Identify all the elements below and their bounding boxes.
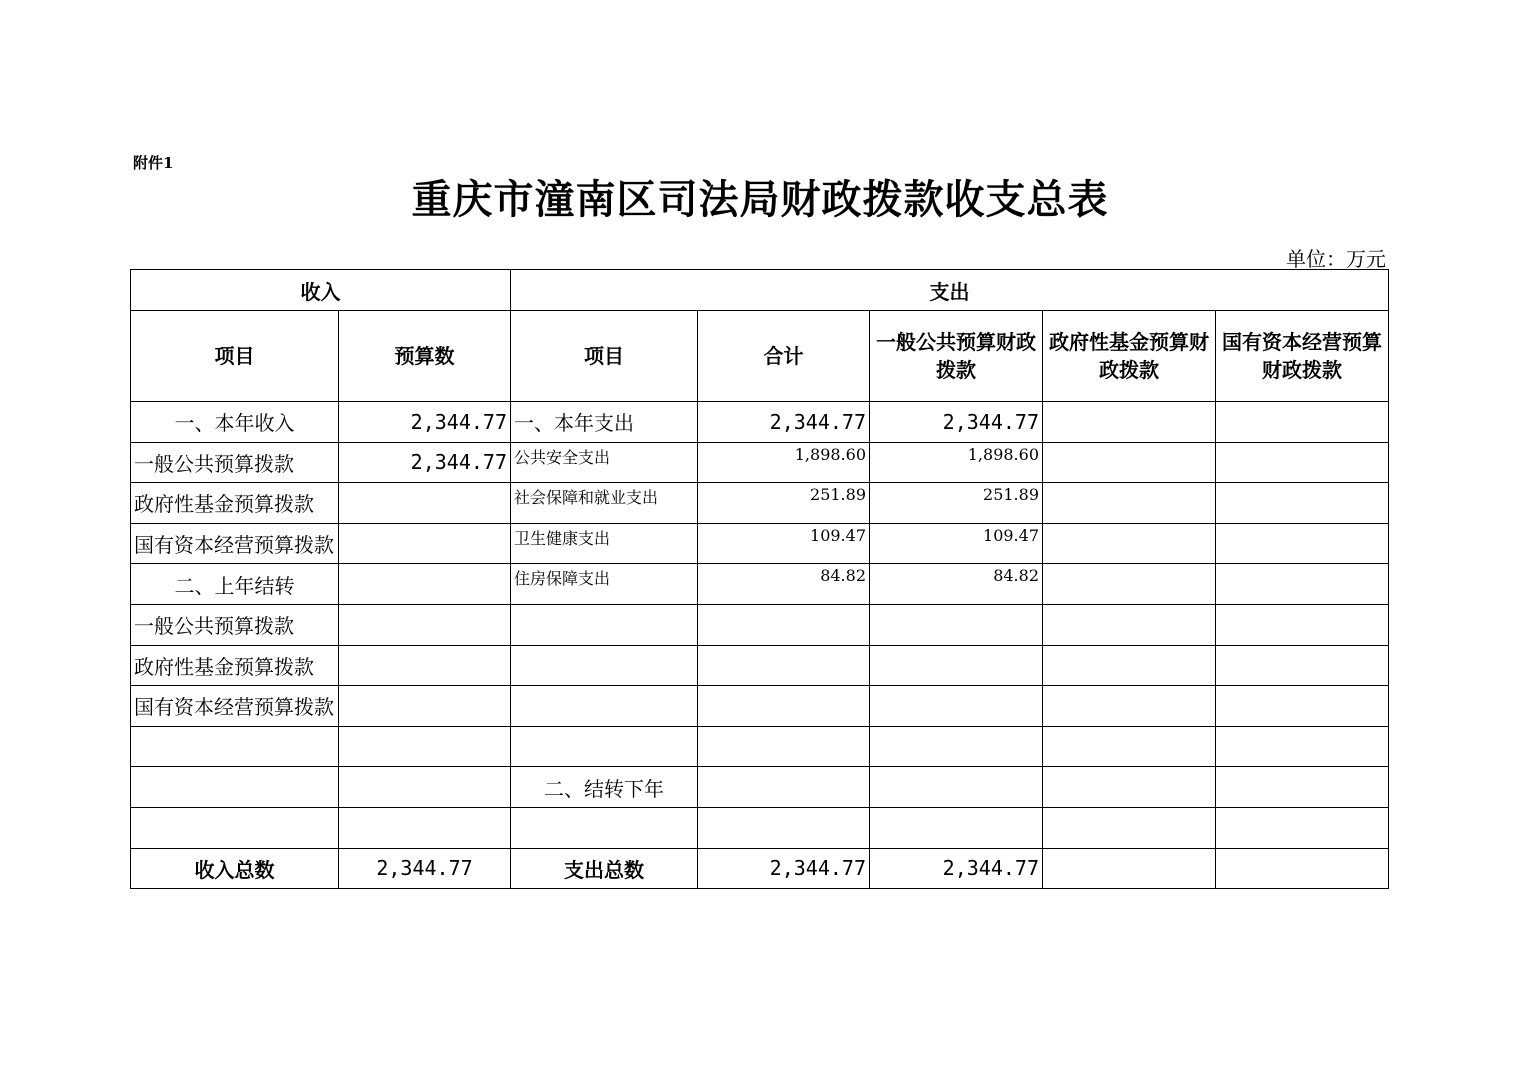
income-item-header: 项目: [131, 311, 339, 402]
income-budget-cell: [339, 523, 511, 564]
expense-item-cell: 卫生健康支出: [511, 523, 698, 564]
income-item-cell: 一、本年收入: [131, 402, 339, 443]
gov-fund-total-value: [1043, 848, 1216, 889]
expense-item-cell: 社会保障和就业支出: [511, 483, 698, 524]
income-budget-cell: [339, 604, 511, 645]
income-item-cell: 政府性基金预算拨款: [131, 645, 339, 686]
expense-item-cell: [511, 645, 698, 686]
state-capital-cell: [1216, 483, 1389, 524]
expense-total-label: 支出总数: [511, 848, 698, 889]
income-item-cell: 政府性基金预算拨款: [131, 483, 339, 524]
total-cell: [698, 686, 870, 727]
total-cell: [698, 645, 870, 686]
state-capital-cell: [1216, 726, 1389, 767]
state-capital-cell: [1216, 645, 1389, 686]
column-header-row: [131, 311, 1389, 402]
income-section-header: 收入: [131, 270, 511, 311]
state-capital-cell: [1216, 767, 1389, 808]
total-cell: 1,898.60: [698, 442, 870, 483]
income-item-cell: 国有资本经营预算拨款: [131, 523, 339, 564]
gov-fund-cell: [1043, 442, 1216, 483]
general-public-cell: [870, 807, 1043, 848]
general-public-header: 一般公共预算财政拨款: [870, 311, 1043, 402]
gov-fund-cell: [1043, 686, 1216, 727]
expense-item-cell: [511, 686, 698, 727]
total-cell: 109.47: [698, 523, 870, 564]
expense-item-cell: [511, 807, 698, 848]
expense-item-cell: 公共安全支出: [511, 442, 698, 483]
income-budget-cell: [339, 807, 511, 848]
general-public-cell: [870, 604, 1043, 645]
general-public-cell: 2,344.77: [870, 402, 1043, 443]
general-public-cell: [870, 686, 1043, 727]
gov-fund-cell: [1043, 483, 1216, 524]
unit-label: 单位：万元: [1286, 247, 1386, 271]
income-item-cell: [131, 767, 339, 808]
general-public-cell: 84.82: [870, 564, 1043, 605]
expense-item-cell: [511, 726, 698, 767]
totals-row: [131, 848, 1389, 889]
table-row: [131, 483, 1389, 524]
general-public-cell: 251.89: [870, 483, 1043, 524]
page-title: 重庆市潼南区司法局财政拨款收支总表: [411, 176, 1109, 223]
total-cell: [698, 726, 870, 767]
income-budget-cell: [339, 686, 511, 727]
gov-fund-cell: [1043, 402, 1216, 443]
expense-total-value: 2,344.77: [698, 848, 870, 889]
income-budget-cell: [339, 645, 511, 686]
state-capital-total-value: [1216, 848, 1389, 889]
state-capital-cell: [1216, 523, 1389, 564]
table-row: [131, 604, 1389, 645]
income-budget-cell: 2,344.77: [339, 442, 511, 483]
gov-fund-cell: [1043, 726, 1216, 767]
total-cell: [698, 604, 870, 645]
income-item-cell: 二、上年结转: [131, 564, 339, 605]
income-item-cell: [131, 807, 339, 848]
state-capital-cell: [1216, 442, 1389, 483]
table-row: [131, 402, 1389, 443]
general-public-cell: [870, 726, 1043, 767]
income-item-cell: [131, 726, 339, 767]
attachment-label: 附件1: [133, 154, 174, 172]
gov-fund-cell: [1043, 564, 1216, 605]
state-capital-cell: [1216, 604, 1389, 645]
income-budget-cell: [339, 726, 511, 767]
state-capital-cell: [1216, 564, 1389, 605]
total-cell: [698, 767, 870, 808]
income-budget-cell: [339, 564, 511, 605]
section-header-row: [131, 270, 1389, 311]
general-public-cell: 109.47: [870, 523, 1043, 564]
table-row: [131, 807, 1389, 848]
total-cell: 84.82: [698, 564, 870, 605]
income-total-value: 2,344.77: [339, 848, 511, 889]
gov-fund-header: 政府性基金预算财政拨款: [1043, 311, 1216, 402]
table-row: [131, 442, 1389, 483]
income-budget-cell: [339, 767, 511, 808]
table-row: [131, 726, 1389, 767]
general-public-total-value: 2,344.77: [870, 848, 1043, 889]
total-cell: 2,344.77: [698, 402, 870, 443]
gov-fund-cell: [1043, 523, 1216, 564]
gov-fund-cell: [1043, 807, 1216, 848]
expense-section-header: 支出: [511, 270, 1389, 311]
table-row: [131, 523, 1389, 564]
table-row: [131, 686, 1389, 727]
state-capital-header: 国有资本经营预算财政拨款: [1216, 311, 1389, 402]
expense-item-cell: 二、结转下年: [511, 767, 698, 808]
gov-fund-cell: [1043, 767, 1216, 808]
income-item-cell: 一般公共预算拨款: [131, 442, 339, 483]
total-cell: 251.89: [698, 483, 870, 524]
expense-item-header: 项目: [511, 311, 698, 402]
gov-fund-cell: [1043, 645, 1216, 686]
income-item-cell: 国有资本经营预算拨款: [131, 686, 339, 727]
expense-item-cell: [511, 604, 698, 645]
general-public-cell: 1,898.60: [870, 442, 1043, 483]
table-row: [131, 767, 1389, 808]
income-budget-cell: [339, 483, 511, 524]
table-row: [131, 564, 1389, 605]
state-capital-cell: [1216, 807, 1389, 848]
income-total-label: 收入总数: [131, 848, 339, 889]
state-capital-cell: [1216, 686, 1389, 727]
expense-item-cell: 住房保障支出: [511, 564, 698, 605]
total-cell: [698, 807, 870, 848]
gov-fund-cell: [1043, 604, 1216, 645]
budget-summary-table: [130, 269, 1389, 889]
income-item-cell: 一般公共预算拨款: [131, 604, 339, 645]
total-header: 合计: [698, 311, 870, 402]
state-capital-cell: [1216, 402, 1389, 443]
general-public-cell: [870, 767, 1043, 808]
general-public-cell: [870, 645, 1043, 686]
table-row: [131, 645, 1389, 686]
expense-item-cell: 一、本年支出: [511, 402, 698, 443]
income-budget-cell: 2,344.77: [339, 402, 511, 443]
income-budget-header: 预算数: [339, 311, 511, 402]
